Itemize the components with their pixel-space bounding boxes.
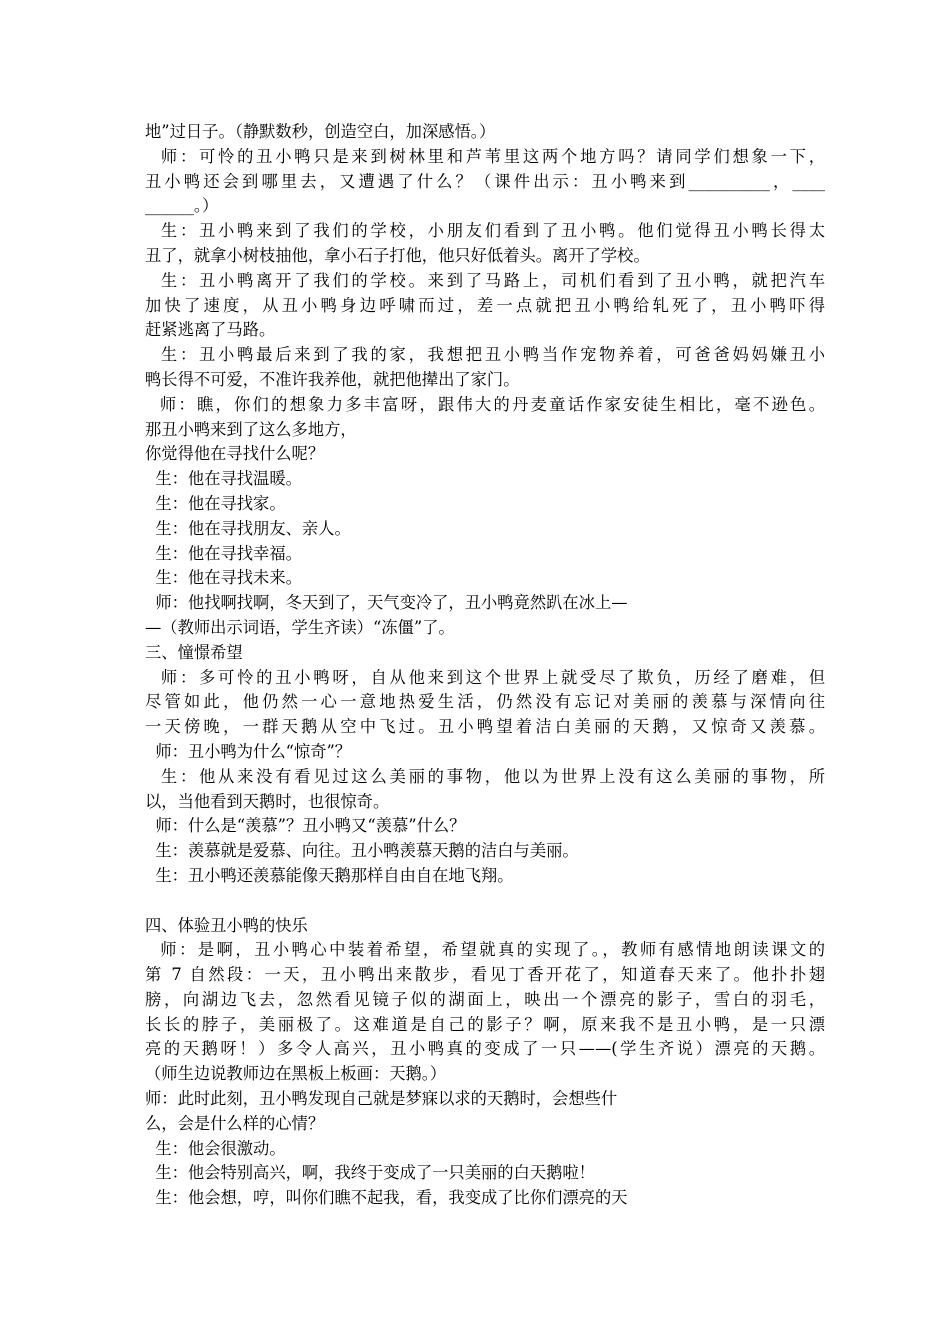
text-line: 生：他在寻找幸福。 xyxy=(145,543,302,563)
text-line: 亮的天鹅呀！）多令人高兴，丑小鸭真的变成了一只——(学生齐说）漂亮的天鹅。 xyxy=(145,1039,825,1059)
text-line: 第 7 自然段：一天，丑小鸭出来散步，看见丁香开花了，知道春天来了。他扑扑翅 xyxy=(145,965,825,985)
text-line: 师：瞧，你们的想象力多丰富呀，跟伟大的丹麦童话作家安徒生相比，毫不逊色。 xyxy=(145,394,825,414)
text-line: ______。） xyxy=(145,196,219,216)
text-line: 生：他会很激动。 xyxy=(145,1138,286,1158)
text-line: 么，会是什么样的心情？ xyxy=(145,1113,325,1133)
text-line: 生：他在寻找未来。 xyxy=(145,568,302,588)
document-page xyxy=(145,120,825,1211)
text-line: 生：他在寻找温暖。 xyxy=(145,469,302,489)
text-line: 生：他会想，哼，叫你们瞧不起我，看，我变成了比你们漂亮的天 xyxy=(145,1188,628,1208)
text-line: 四、体验丑小鸭的快乐 xyxy=(145,915,308,935)
text-line: 鸭长得不可爱，不准许我养他，就把他撵出了家门。 xyxy=(145,369,520,389)
text-line: 尽管如此，他仍然一心一意地热爱生活，仍然没有忘记对美丽的羡慕与深情向往 xyxy=(145,692,825,712)
text-line: 加快了速度，从丑小鸭身边呼啸而过，差一点就把丑小鸭给轧死了，丑小鸭吓得 xyxy=(145,295,825,315)
text-line: 生：他在寻找家。 xyxy=(145,493,286,513)
text-line: 你觉得他在寻找什么呢？ xyxy=(145,444,325,464)
text-line: 师：什么是“羡慕”？丑小鸭又“羡慕”什么？ xyxy=(145,816,466,836)
text-line: 师：他找啊找啊，冬天到了，天气变冷了，丑小鸭竟然趴在冰上— xyxy=(145,593,628,613)
text-line: 生：他会特别高兴，啊，我终于变成了一只美丽的白天鹅啦！ xyxy=(145,1163,595,1183)
text-line: —（教师出示词语，学生齐读）“冻僵”了。 xyxy=(145,617,455,637)
text-line: 师：此时此刻，丑小鸭发现自己就是梦寐以求的天鹅时，会想些什 xyxy=(145,1089,618,1109)
text-line: 地”过日子。（静默数秒，创造空白，加深感悟。） xyxy=(145,122,496,141)
text-line: 生：他在寻找朋友、亲人。 xyxy=(145,518,351,538)
text-line: 赶紧逃离了马路。 xyxy=(145,320,276,340)
text-line: 丑了，就拿小树枝抽他，拿小石子打他，他只好低着头。离开了学校。 xyxy=(145,245,650,265)
text-line xyxy=(145,889,825,914)
text-line: 生：羡慕就是爱慕、向往。丑小鸭羡慕天鹅的洁白与美丽。 xyxy=(145,841,579,861)
text-line: 生：丑小鸭离开了我们的学校。来到了马路上，司机们看到了丑小鸭，就把汽车 xyxy=(145,270,825,290)
text-line: 那丑小鸭来到了这么多地方， xyxy=(145,419,357,439)
text-line: 长长的脖子，美丽极了。这难道是自己的影子？啊，原来我不是丑小鸭，是一只漂 xyxy=(145,1014,825,1034)
text-line: 三、憧憬希望 xyxy=(145,642,243,662)
text-line: 生：他从来没有看见过这么美丽的事物，他以为世界上没有这么美丽的事物，所 xyxy=(145,766,825,786)
text-line: 师：可怜的丑小鸭只是来到树林里和芦苇里这两个地方吗？请同学们想象一下， xyxy=(145,146,825,166)
text-line: （师生边说教师边在黑板上板画：天鹅。） xyxy=(145,1064,447,1084)
text-line: 师：是啊，丑小鸭心中装着希望，希望就真的实现了。，教师有感情地朗读课文的 xyxy=(145,940,825,960)
text-line: 膀，向湖边飞去，忽然看见镜子似的湖面上，映出一个漂亮的影子，雪白的羽毛， xyxy=(145,989,825,1009)
text-line: 生：丑小鸭还羡慕能像天鹅那样自由自在地飞翔。 xyxy=(145,865,514,885)
text-line: 师：丑小鸭为什么“惊奇”？ xyxy=(145,741,352,761)
text-line: 丑小鸭还会到哪里去，又遭遇了什么？（课件出示：丑小鸭来到__________，____ xyxy=(145,171,825,191)
text-line: 生：丑小鸭最后来到了我的家，我想把丑小鸭当作宠物养着，可爸爸妈妈嫌丑小 xyxy=(145,345,825,365)
text-line: 生：丑小鸭来到了我们的学校，小朋友们看到了丑小鸭。他们觉得丑小鸭长得太 xyxy=(145,221,825,241)
text-line: 以，当他看到天鹅时，也很惊奇。 xyxy=(145,791,390,811)
text-line: 师：多可怜的丑小鸭呀，自从他来到这个世界上就受尽了欺负，历经了磨难，但 xyxy=(145,667,825,687)
text-line: 一天傍晚，一群天鹅从空中飞过。丑小鸭望着洁白美丽的天鹅，又惊奇又羡慕。 xyxy=(145,717,825,737)
